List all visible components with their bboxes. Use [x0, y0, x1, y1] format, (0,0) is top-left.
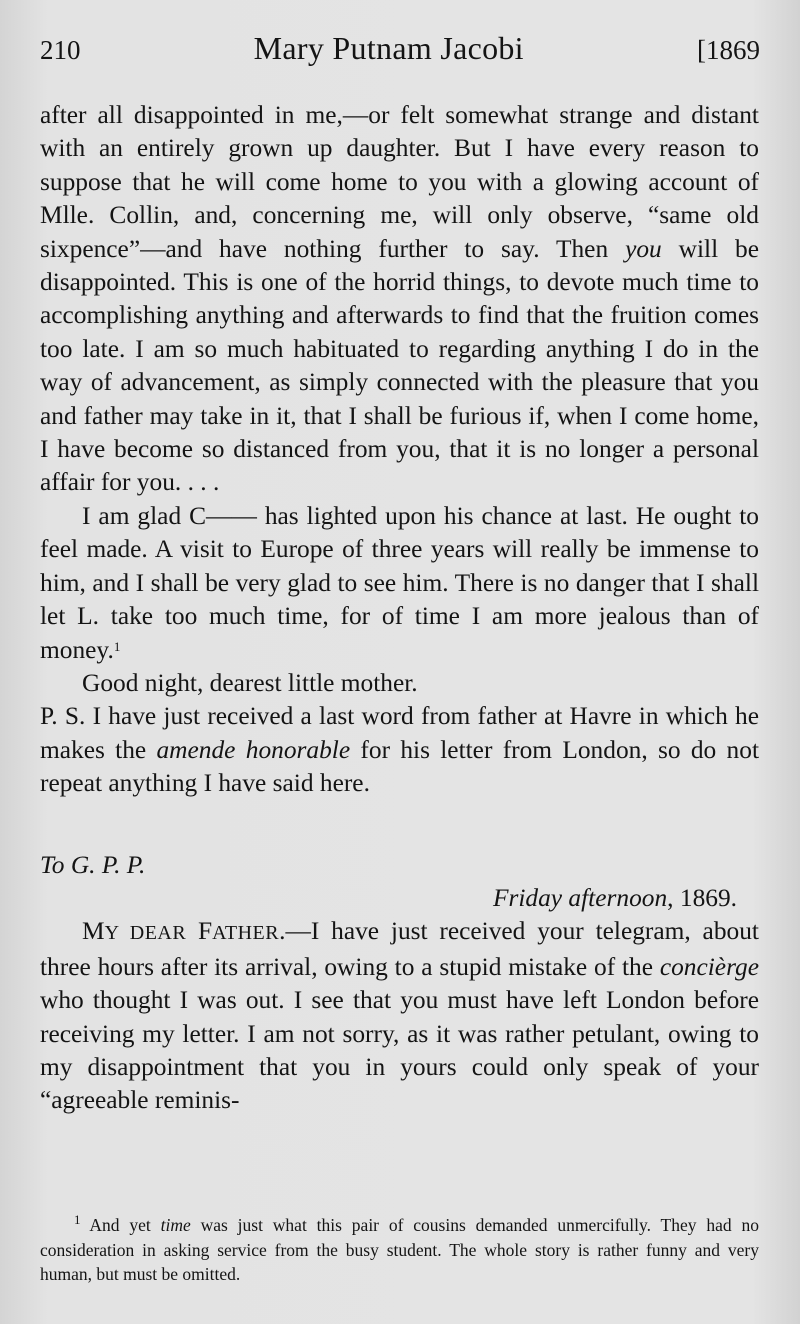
- paragraph-continued: after all disappointed in me,—or felt somewhat strange and distant with an entirely grown up daughter. But I have every reason to suppose that he will come home to you with a glowing account of Mlle. Collin, and, concerning me, will only observe, “same old sixpence”—and have nothing further to say. Then you will be disappointed. This is one of the horrid things, to devote much time to accomplishing anything and afterwards to find that the fruition comes too late. I am so much habituated to regarding anything I do in the way of advancement, as simply connected with the pleasure that you and father may take in it, that I shall be furious if, when I come home, I have become so distanced from you, that it is no longer a personal affair for you. . . .: [40, 101, 759, 497]
- letter-body: MY DEAR FATHER.—I have just received your telegram, about three hours after its arrival, owing to a stupid mistake of the concièrge who thought I was out. I see that you must have left London before receiving my letter. I am not sorry, as it was rather petulant, owing to my disappointment that you in yours could only speak of your “agreeable reminis-: [40, 917, 759, 1115]
- running-header: [40, 30, 760, 80]
- header-year: [1869: [697, 35, 760, 65]
- page-number: 210: [40, 35, 81, 65]
- letter-salutation: MY DEAR FATHER.—: [82, 917, 311, 946]
- footnote: $^1$ And yet time was just what this pair of cousins demanded unmercifully. They had no consideration in asking service from the busy student. The whole story is rather funny and very human, but must be omitted.: [40, 1212, 759, 1284]
- letter-recipient: To G. P. P.: [40, 850, 146, 879]
- footnote-number: 1: [74, 1212, 81, 1227]
- footnote-marker: 1: [113, 638, 121, 654]
- running-title: Mary Putnam Jacobi: [253, 30, 524, 66]
- paragraph-postscript: P. S. I have just received a last word from father at Havre in which he makes the amende honorable for his letter from London, so do not repeat anything I have said here.: [40, 702, 759, 798]
- main-text: [40, 99, 759, 1118]
- paragraph-good-night: Good night, dearest little mother.: [82, 668, 418, 697]
- paragraph-cousin: I am glad C—— has lighted upon his chance at last. He ought to feel made. A visit to Europe of three years will really be immense to him, and I shall be very glad to see him. There is no danger that I shall let L. take too much time, for of time I am more jealous than of money.$^1$: [40, 501, 759, 664]
- letter-dateline: Friday afternoon, 1869.: [492, 883, 737, 912]
